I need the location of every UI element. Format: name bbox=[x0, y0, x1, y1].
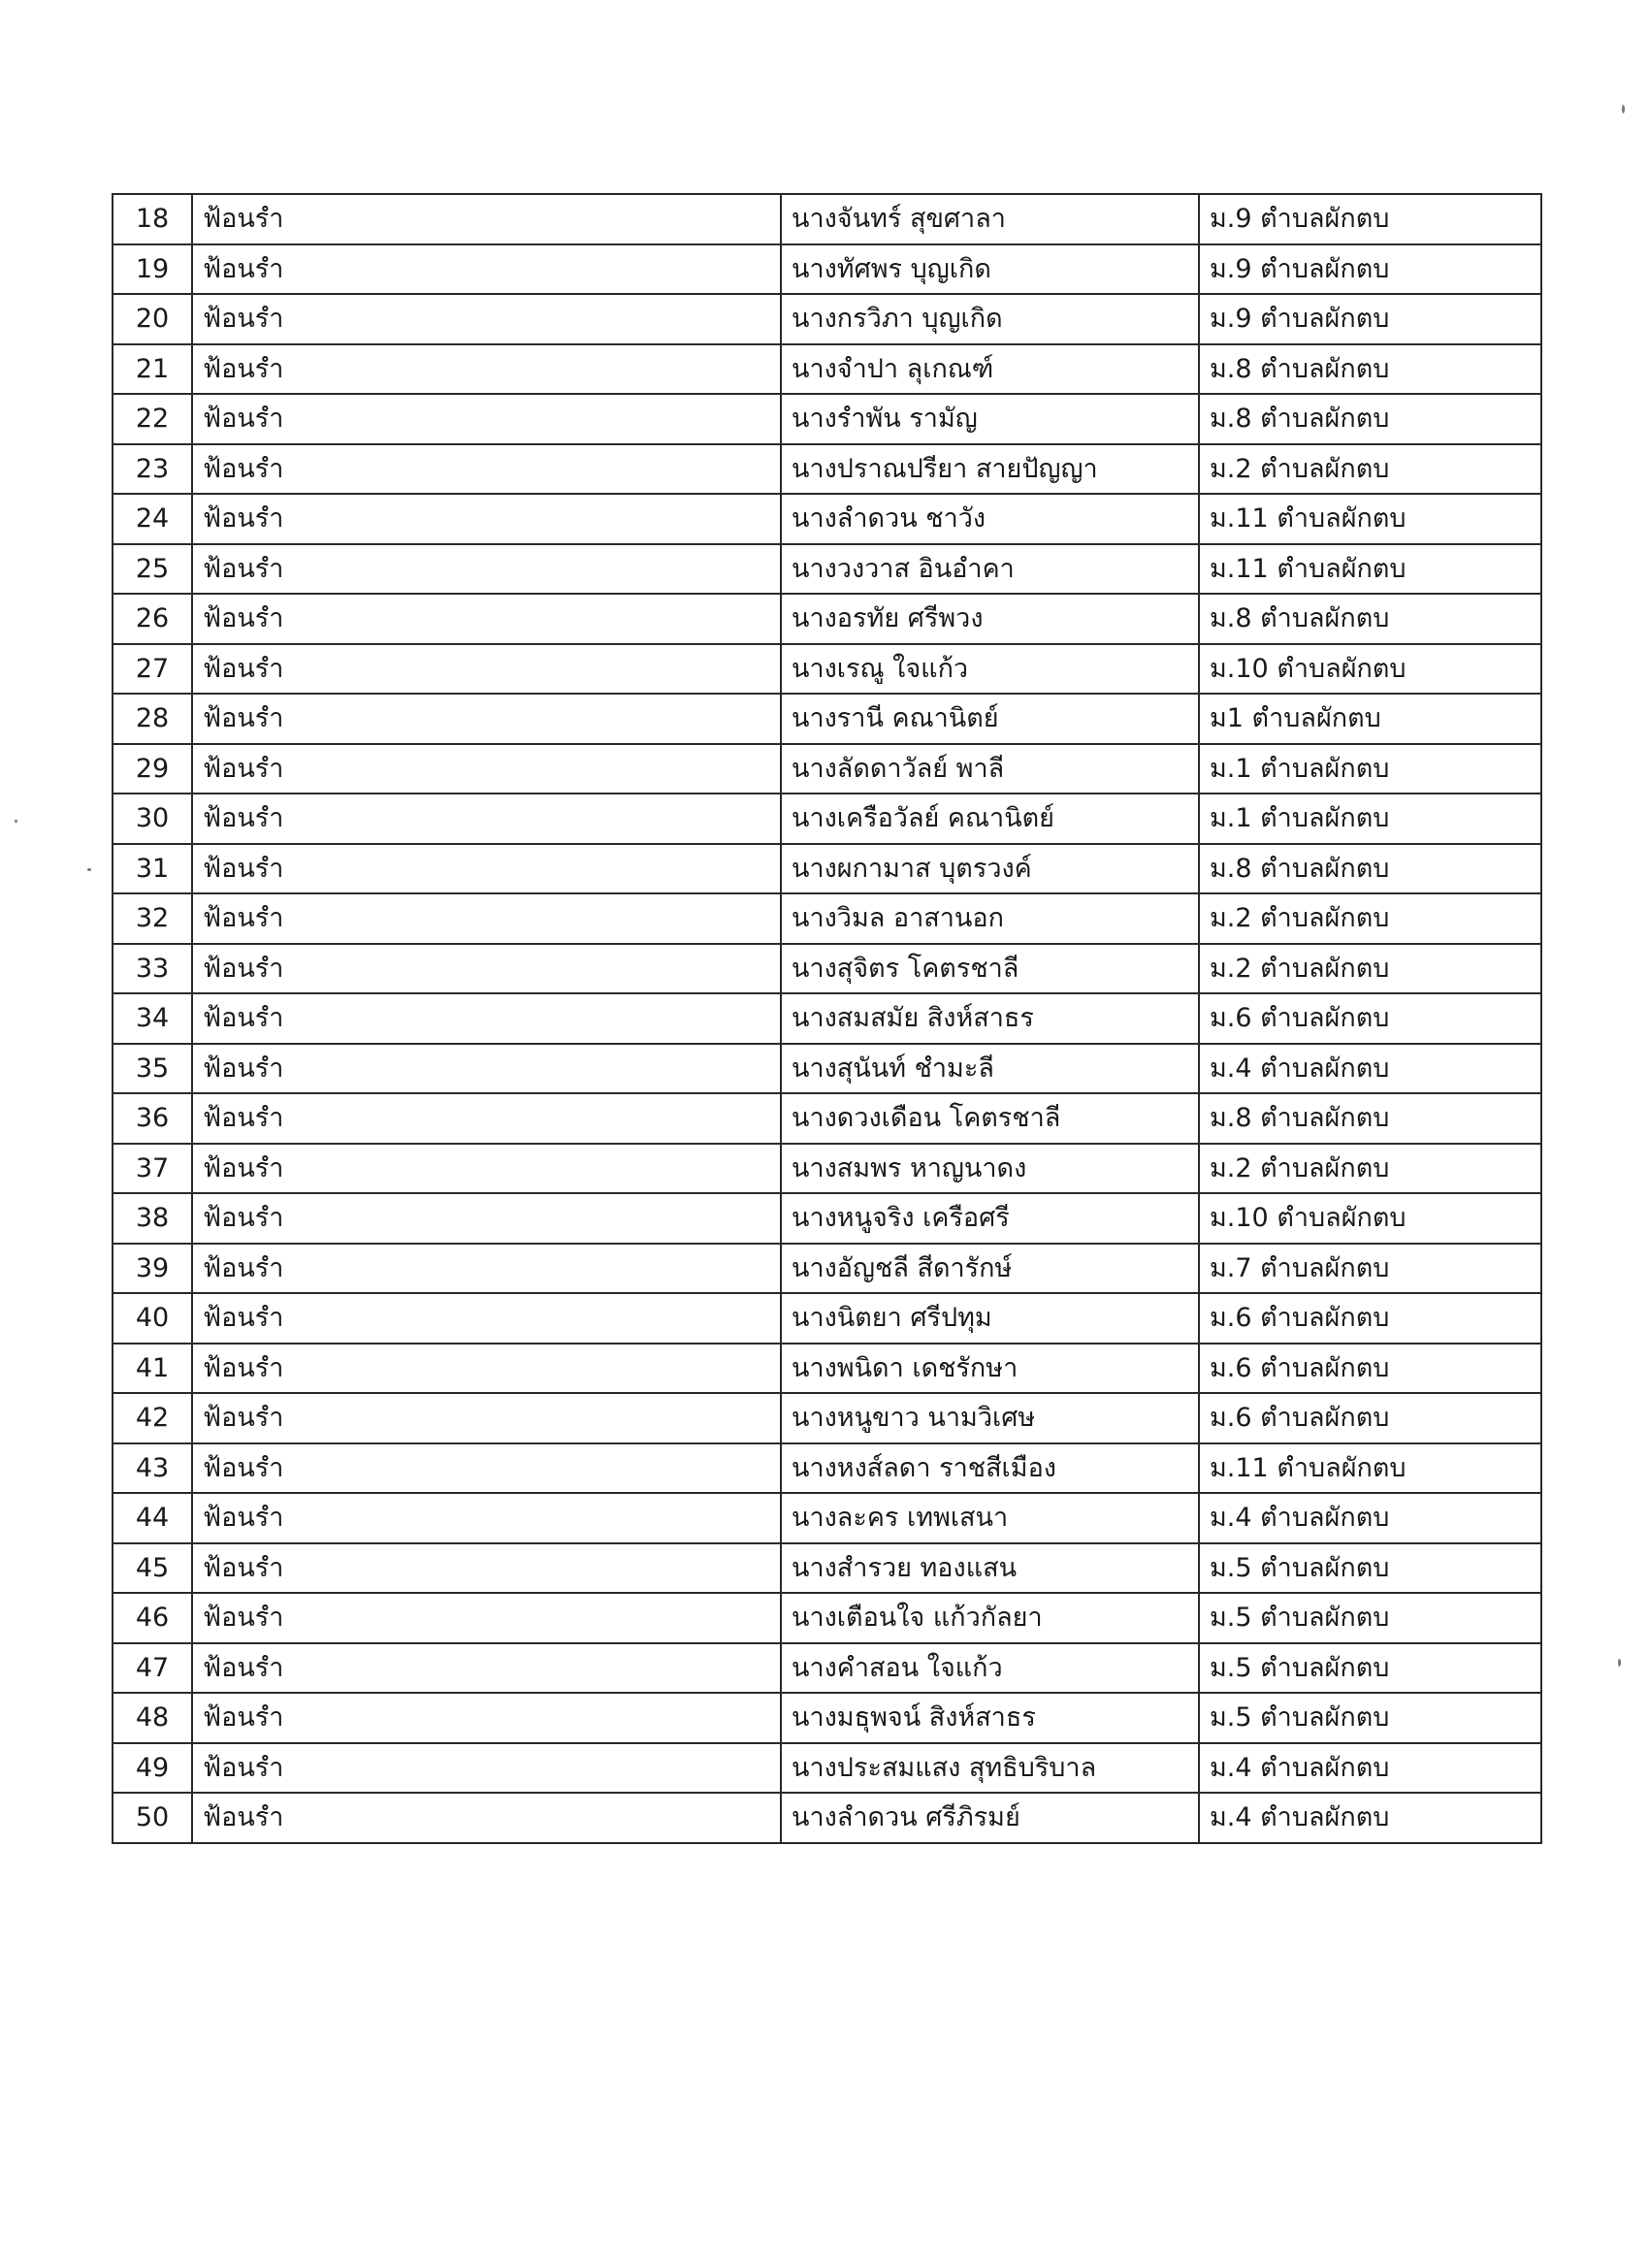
row-number-cell: 25 bbox=[113, 544, 192, 595]
table-row bbox=[113, 1543, 1541, 1594]
participant-name-cell: นางสมสมัย สิงห์สาธร bbox=[781, 993, 1199, 1044]
participant-name-cell: นางรานี คณานิตย์ bbox=[781, 694, 1199, 744]
participant-name-cell: นางอรทัย ศรีพวง bbox=[781, 594, 1199, 644]
participant-name-cell: นางลำดวน ชาวัง bbox=[781, 494, 1199, 544]
row-number-cell: 29 bbox=[113, 744, 192, 794]
table-row bbox=[113, 893, 1541, 944]
participant-name-cell: นางหนูขาว นามวิเศษ bbox=[781, 1393, 1199, 1443]
activity-cell: ฟ้อนรำ bbox=[192, 1144, 781, 1194]
activity-cell: ฟ้อนรำ bbox=[192, 1493, 781, 1543]
activity-cell: ฟ้อนรำ bbox=[192, 1693, 781, 1743]
address-cell: ม.4 ตำบลผักตบ bbox=[1199, 1793, 1541, 1843]
activity-cell: ฟ้อนรำ bbox=[192, 294, 781, 344]
row-number-cell: 44 bbox=[113, 1493, 192, 1543]
scan-mark bbox=[15, 820, 17, 823]
participant-name-cell: นางปราณปรียา สายปัญญา bbox=[781, 444, 1199, 495]
table-row bbox=[113, 394, 1541, 444]
activity-cell: ฟ้อนรำ bbox=[192, 644, 781, 695]
address-cell: ม.6 ตำบลผักตบ bbox=[1199, 993, 1541, 1044]
table-row bbox=[113, 1193, 1541, 1244]
row-number-cell: 36 bbox=[113, 1093, 192, 1144]
address-cell: ม.1 ตำบลผักตบ bbox=[1199, 794, 1541, 844]
address-cell: ม.9 ตำบลผักตบ bbox=[1199, 244, 1541, 295]
table-row bbox=[113, 1443, 1541, 1494]
table-row bbox=[113, 244, 1541, 295]
activity-cell: ฟ้อนรำ bbox=[192, 694, 781, 744]
table-row bbox=[113, 1093, 1541, 1144]
address-cell: ม.11 ตำบลผักตบ bbox=[1199, 544, 1541, 595]
address-cell: ม.2 ตำบลผักตบ bbox=[1199, 444, 1541, 495]
row-number-cell: 32 bbox=[113, 893, 192, 944]
address-cell: ม.8 ตำบลผักตบ bbox=[1199, 394, 1541, 444]
activity-cell: ฟ้อนรำ bbox=[192, 844, 781, 894]
activity-cell: ฟ้อนรำ bbox=[192, 1593, 781, 1643]
row-number-cell: 27 bbox=[113, 644, 192, 695]
activity-cell: ฟ้อนรำ bbox=[192, 1743, 781, 1794]
participant-name-cell: นางรำพัน รามัญ bbox=[781, 394, 1199, 444]
table-row bbox=[113, 444, 1541, 495]
address-cell: ม.1 ตำบลผักตบ bbox=[1199, 744, 1541, 794]
participant-name-cell: นางละคร เทพเสนา bbox=[781, 1493, 1199, 1543]
participant-name-cell: นางประสมแสง สุทธิบริบาล bbox=[781, 1743, 1199, 1794]
activity-cell: ฟ้อนรำ bbox=[192, 744, 781, 794]
scan-mark bbox=[1618, 1659, 1621, 1667]
row-number-cell: 38 bbox=[113, 1193, 192, 1244]
participant-name-cell: นางวงวาส อินอำคา bbox=[781, 544, 1199, 595]
activity-cell: ฟ้อนรำ bbox=[192, 893, 781, 944]
address-cell: ม.4 ตำบลผักตบ bbox=[1199, 1743, 1541, 1794]
row-number-cell: 46 bbox=[113, 1593, 192, 1643]
address-cell: ม.9 ตำบลผักตบ bbox=[1199, 194, 1541, 244]
activity-cell: ฟ้อนรำ bbox=[192, 993, 781, 1044]
address-cell: ม.4 ตำบลผักตบ bbox=[1199, 1493, 1541, 1543]
row-number-cell: 34 bbox=[113, 993, 192, 1044]
table-row bbox=[113, 1693, 1541, 1743]
activity-cell: ฟ้อนรำ bbox=[192, 244, 781, 295]
participant-name-cell: นางสมพร หาญนาดง bbox=[781, 1144, 1199, 1194]
address-cell: ม.2 ตำบลผักตบ bbox=[1199, 1144, 1541, 1194]
address-cell: ม.10 ตำบลผักตบ bbox=[1199, 644, 1541, 695]
activity-cell: ฟ้อนรำ bbox=[192, 1193, 781, 1244]
table-row bbox=[113, 644, 1541, 695]
row-number-cell: 31 bbox=[113, 844, 192, 894]
address-cell: ม.4 ตำบลผักตบ bbox=[1199, 1044, 1541, 1094]
participant-table-body bbox=[113, 194, 1541, 1843]
address-cell: ม.5 ตำบลผักตบ bbox=[1199, 1543, 1541, 1594]
row-number-cell: 20 bbox=[113, 294, 192, 344]
table-row bbox=[113, 944, 1541, 994]
row-number-cell: 48 bbox=[113, 1693, 192, 1743]
activity-cell: ฟ้อนรำ bbox=[192, 1443, 781, 1494]
activity-cell: ฟ้อนรำ bbox=[192, 1543, 781, 1594]
participant-table bbox=[112, 193, 1542, 1844]
address-cell: ม.6 ตำบลผักตบ bbox=[1199, 1293, 1541, 1344]
activity-cell: ฟ้อนรำ bbox=[192, 544, 781, 595]
row-number-cell: 37 bbox=[113, 1144, 192, 1194]
address-cell: ม.5 ตำบลผักตบ bbox=[1199, 1693, 1541, 1743]
row-number-cell: 23 bbox=[113, 444, 192, 495]
row-number-cell: 33 bbox=[113, 944, 192, 994]
table-row bbox=[113, 544, 1541, 595]
table-row bbox=[113, 194, 1541, 244]
participant-name-cell: นางทัศพร บุญเกิด bbox=[781, 244, 1199, 295]
activity-cell: ฟ้อนรำ bbox=[192, 494, 781, 544]
row-number-cell: 39 bbox=[113, 1244, 192, 1294]
participant-name-cell: นางอัญชลี สีดารักษ์ bbox=[781, 1244, 1199, 1294]
participant-name-cell: นางหงส์ลดา ราชสีเมือง bbox=[781, 1443, 1199, 1494]
address-cell: ม1 ตำบลผักตบ bbox=[1199, 694, 1541, 744]
table-row bbox=[113, 844, 1541, 894]
table-row bbox=[113, 1144, 1541, 1194]
address-cell: ม.6 ตำบลผักตบ bbox=[1199, 1344, 1541, 1394]
table-row bbox=[113, 1643, 1541, 1694]
activity-cell: ฟ้อนรำ bbox=[192, 944, 781, 994]
participant-name-cell: นางจันทร์ สุขศาลา bbox=[781, 194, 1199, 244]
activity-cell: ฟ้อนรำ bbox=[192, 1344, 781, 1394]
address-cell: ม.8 ตำบลผักตบ bbox=[1199, 1093, 1541, 1144]
address-cell: ม.8 ตำบลผักตบ bbox=[1199, 844, 1541, 894]
row-number-cell: 42 bbox=[113, 1393, 192, 1443]
table-row bbox=[113, 794, 1541, 844]
table-row bbox=[113, 1493, 1541, 1543]
row-number-cell: 49 bbox=[113, 1743, 192, 1794]
activity-cell: ฟ้อนรำ bbox=[192, 1393, 781, 1443]
activity-cell: ฟ้อนรำ bbox=[192, 1044, 781, 1094]
row-number-cell: 30 bbox=[113, 794, 192, 844]
participant-name-cell: นางเครือวัลย์ คณานิตย์ bbox=[781, 794, 1199, 844]
row-number-cell: 40 bbox=[113, 1293, 192, 1344]
participant-name-cell: นางคำสอน ใจแก้ว bbox=[781, 1643, 1199, 1694]
table-row bbox=[113, 744, 1541, 794]
activity-cell: ฟ้อนรำ bbox=[192, 344, 781, 395]
participant-name-cell: นางดวงเดือน โคตรชาลี bbox=[781, 1093, 1199, 1144]
scan-mark bbox=[87, 868, 91, 871]
participant-name-cell: นางลัดดาวัลย์ พาลี bbox=[781, 744, 1199, 794]
table-row bbox=[113, 1743, 1541, 1794]
participant-name-cell: นางสำรวย ทองแสน bbox=[781, 1543, 1199, 1594]
address-cell: ม.6 ตำบลผักตบ bbox=[1199, 1393, 1541, 1443]
participant-name-cell: นางหนูจริง เครือศรี bbox=[781, 1193, 1199, 1244]
table-row bbox=[113, 993, 1541, 1044]
address-cell: ม.10 ตำบลผักตบ bbox=[1199, 1193, 1541, 1244]
row-number-cell: 19 bbox=[113, 244, 192, 295]
activity-cell: ฟ้อนรำ bbox=[192, 1293, 781, 1344]
table-row bbox=[113, 1244, 1541, 1294]
activity-cell: ฟ้อนรำ bbox=[192, 1093, 781, 1144]
row-number-cell: 18 bbox=[113, 194, 192, 244]
row-number-cell: 22 bbox=[113, 394, 192, 444]
table-row bbox=[113, 1293, 1541, 1344]
participant-name-cell: นางเรณู ใจแก้ว bbox=[781, 644, 1199, 695]
participant-name-cell: นางเตือนใจ แก้วกัลยา bbox=[781, 1593, 1199, 1643]
address-cell: ม.11 ตำบลผักตบ bbox=[1199, 1443, 1541, 1494]
address-cell: ม.8 ตำบลผักตบ bbox=[1199, 594, 1541, 644]
participant-name-cell: นางลำดวน ศรีภิรมย์ bbox=[781, 1793, 1199, 1843]
table-row bbox=[113, 594, 1541, 644]
participant-name-cell: นางกรวิภา บุญเกิด bbox=[781, 294, 1199, 344]
row-number-cell: 45 bbox=[113, 1543, 192, 1594]
table-row bbox=[113, 344, 1541, 395]
row-number-cell: 43 bbox=[113, 1443, 192, 1494]
participant-name-cell: นางสุนันท์ ชำมะลี bbox=[781, 1044, 1199, 1094]
table-row bbox=[113, 1393, 1541, 1443]
table-row bbox=[113, 294, 1541, 344]
activity-cell: ฟ้อนรำ bbox=[192, 1643, 781, 1694]
activity-cell: ฟ้อนรำ bbox=[192, 444, 781, 495]
activity-cell: ฟ้อนรำ bbox=[192, 794, 781, 844]
address-cell: ม.2 ตำบลผักตบ bbox=[1199, 893, 1541, 944]
address-cell: ม.8 ตำบลผักตบ bbox=[1199, 344, 1541, 395]
row-number-cell: 24 bbox=[113, 494, 192, 544]
address-cell: ม.7 ตำบลผักตบ bbox=[1199, 1244, 1541, 1294]
address-cell: ม.2 ตำบลผักตบ bbox=[1199, 944, 1541, 994]
address-cell: ม.5 ตำบลผักตบ bbox=[1199, 1593, 1541, 1643]
table-row bbox=[113, 1344, 1541, 1394]
activity-cell: ฟ้อนรำ bbox=[192, 394, 781, 444]
participant-name-cell: นางนิตยา ศรีปทุม bbox=[781, 1293, 1199, 1344]
table-row bbox=[113, 1044, 1541, 1094]
activity-cell: ฟ้อนรำ bbox=[192, 1244, 781, 1294]
table-row bbox=[113, 494, 1541, 544]
scan-mark bbox=[1622, 105, 1625, 113]
table-row bbox=[113, 694, 1541, 744]
participant-name-cell: นางจำปา ลุเกณฑ์ bbox=[781, 344, 1199, 395]
activity-cell: ฟ้อนรำ bbox=[192, 594, 781, 644]
participant-name-cell: นางสุจิตร โคตรชาลี bbox=[781, 944, 1199, 994]
participant-name-cell: นางผกามาส บุตรวงค์ bbox=[781, 844, 1199, 894]
address-cell: ม.5 ตำบลผักตบ bbox=[1199, 1643, 1541, 1694]
row-number-cell: 50 bbox=[113, 1793, 192, 1843]
row-number-cell: 47 bbox=[113, 1643, 192, 1694]
row-number-cell: 35 bbox=[113, 1044, 192, 1094]
address-cell: ม.9 ตำบลผักตบ bbox=[1199, 294, 1541, 344]
participant-name-cell: นางพนิดา เดชรักษา bbox=[781, 1344, 1199, 1394]
participant-name-cell: นางวิมล อาสานอก bbox=[781, 893, 1199, 944]
table-row bbox=[113, 1593, 1541, 1643]
activity-cell: ฟ้อนรำ bbox=[192, 194, 781, 244]
row-number-cell: 21 bbox=[113, 344, 192, 395]
row-number-cell: 28 bbox=[113, 694, 192, 744]
row-number-cell: 41 bbox=[113, 1344, 192, 1394]
activity-cell: ฟ้อนรำ bbox=[192, 1793, 781, 1843]
participant-name-cell: นางมธุพจน์ สิงห์สาธร bbox=[781, 1693, 1199, 1743]
row-number-cell: 26 bbox=[113, 594, 192, 644]
table-row bbox=[113, 1793, 1541, 1843]
address-cell: ม.11 ตำบลผักตบ bbox=[1199, 494, 1541, 544]
